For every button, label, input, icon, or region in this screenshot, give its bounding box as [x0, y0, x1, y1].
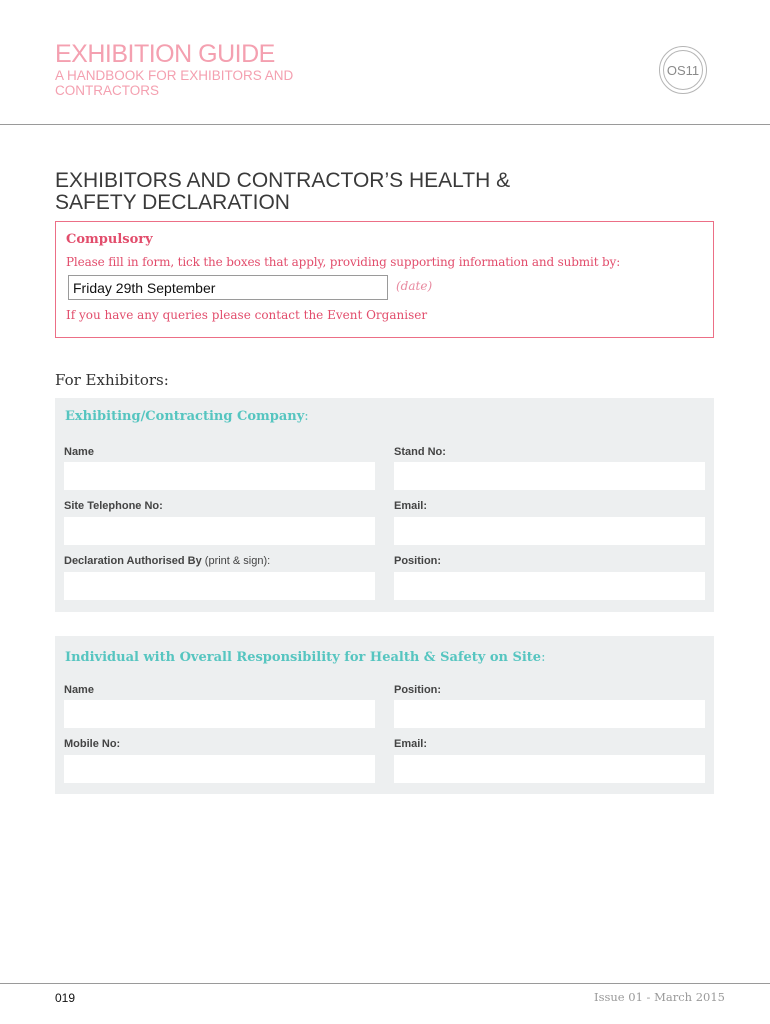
section-badge: [659, 46, 707, 94]
guide-title: EXHIBITION GUIDE: [55, 40, 275, 68]
submission-date-input[interactable]: [68, 275, 388, 300]
section-badge-label: OS11: [663, 50, 703, 90]
responsible-panel-heading-colon: :: [541, 650, 546, 665]
company-position-input[interactable]: [394, 572, 705, 600]
guide-subtitle: A HANDBOOK FOR EXHIBITORS AND CONTRACTORS: [55, 68, 294, 98]
exhibitors-heading: For Exhibitors:: [55, 371, 169, 389]
company-position-label: Position:: [394, 555, 442, 567]
compulsory-notice: [55, 221, 714, 338]
mobile-no-label: Mobile No:: [64, 738, 121, 750]
responsible-panel-heading-text: Individual with Overall Responsibility for Health & Safety on Site: [65, 650, 542, 665]
company-email-input[interactable]: [394, 517, 705, 545]
mobile-no-input[interactable]: [64, 755, 375, 783]
company-panel-heading-colon: :: [304, 409, 309, 424]
company-name-input[interactable]: [64, 462, 375, 490]
responsible-panel-heading: [65, 650, 545, 665]
individual-position-label: Position:: [394, 684, 442, 696]
individual-name-input[interactable]: [64, 700, 375, 728]
declaration-authorised-input[interactable]: [64, 572, 375, 600]
responsible-individual-panel: [55, 636, 714, 794]
document-title: EXHIBITORS AND CONTRACTOR’S HEALTH & SAFETY DECLARATION: [55, 169, 511, 214]
site-telephone-label: Site Telephone No:: [64, 500, 163, 512]
notice-contact: If you have any queries please contact the Event Organiser: [66, 308, 428, 322]
declaration-authorised-note: (print & sign):: [201, 555, 271, 567]
footer-divider: [0, 983, 770, 984]
declaration-authorised-label: [64, 555, 270, 567]
company-name-label: Name: [64, 446, 94, 458]
declaration-authorised-text: Declaration Authorised By: [64, 555, 202, 567]
stand-no-label: Stand No:: [394, 446, 446, 458]
notice-instruction: Please fill in form, tick the boxes that apply, providing supporting information and submit by:: [66, 255, 621, 269]
issue-date: Issue 01 - March 2015: [594, 990, 725, 1004]
individual-position-input[interactable]: [394, 700, 705, 728]
individual-email-label: Email:: [394, 738, 428, 750]
company-email-label: Email:: [394, 500, 428, 512]
company-panel-heading-text: Exhibiting/Contracting Company: [65, 409, 305, 424]
page-number: 019: [55, 991, 76, 1005]
notice-heading: Compulsory: [66, 232, 153, 247]
header-divider: [0, 124, 770, 125]
stand-no-input[interactable]: [394, 462, 705, 490]
company-panel: [55, 398, 714, 612]
individual-email-input[interactable]: [394, 755, 705, 783]
site-telephone-input[interactable]: [64, 517, 375, 545]
date-hint: (date): [396, 279, 433, 293]
company-panel-heading: [65, 409, 309, 424]
individual-name-label: Name: [64, 684, 94, 696]
